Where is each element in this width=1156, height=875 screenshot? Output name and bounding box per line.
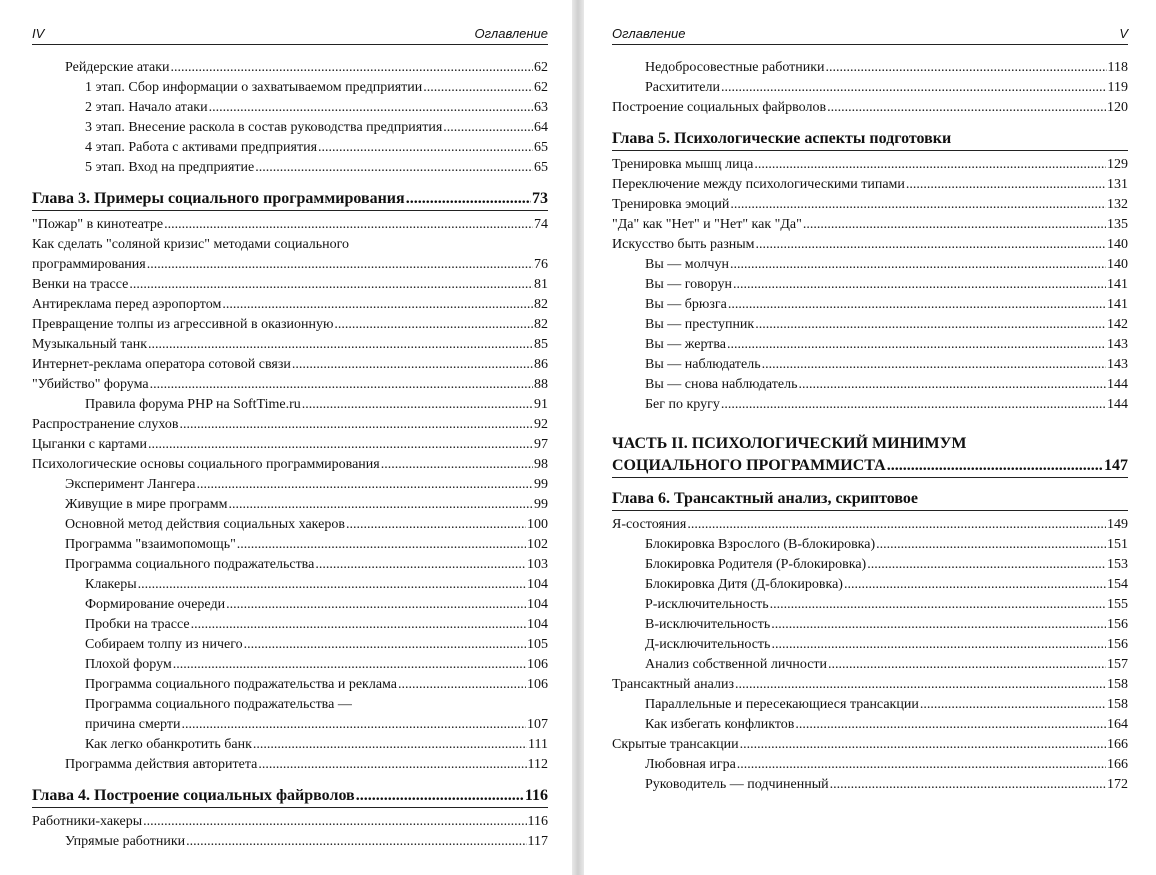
- part-heading: [612, 433, 1128, 478]
- page-ref: 141: [1107, 277, 1128, 292]
- toc-entry: [32, 315, 548, 335]
- entry-title: Любовная игра: [645, 757, 736, 772]
- page-ref: 107: [527, 717, 548, 732]
- toc-entry: [32, 735, 548, 755]
- dot-leader: [129, 275, 533, 295]
- dot-leader: [876, 535, 1106, 555]
- page-ref: 111: [528, 737, 548, 752]
- toc-entry: [32, 415, 548, 435]
- toc-entry: [612, 655, 1128, 675]
- toc-entry: [32, 495, 548, 515]
- dot-leader: [827, 98, 1106, 118]
- dot-leader: [143, 812, 526, 832]
- dot-leader: [756, 235, 1106, 255]
- entry-title: Работники-хакеры: [32, 814, 143, 829]
- dot-leader: [730, 195, 1106, 215]
- page-ref: 91: [534, 397, 548, 412]
- entry-title: "Пожар" в кинотеатре: [32, 217, 164, 232]
- toc-entry: [612, 155, 1128, 175]
- toc-entry: [32, 335, 548, 355]
- dot-leader: [721, 395, 1106, 415]
- page-ref: 106: [527, 657, 548, 672]
- entry-line: [32, 255, 548, 275]
- dot-leader: [334, 315, 533, 335]
- toc-entry: [32, 675, 548, 695]
- running-title: Оглавление: [474, 26, 548, 41]
- page-ref: 105: [527, 637, 548, 652]
- page-ref: 104: [527, 577, 548, 592]
- toc-entry: [612, 58, 1128, 78]
- toc-entry: [32, 295, 548, 315]
- page-ref: 64: [534, 120, 548, 135]
- toc-entry: [32, 695, 548, 735]
- entry-title: Бег по кругу: [645, 397, 720, 412]
- entry-title: Анализ собственной личности: [645, 657, 828, 672]
- toc-entry: [612, 555, 1128, 575]
- entry-title: "Да" как "Нет" и "Нет" как "Да": [612, 217, 802, 232]
- page-number: IV: [32, 26, 45, 41]
- chapter-heading: [612, 488, 1128, 511]
- toc-entry: [612, 335, 1128, 355]
- dot-leader: [173, 655, 526, 675]
- entry-title: Вы — говорун: [645, 277, 732, 292]
- page-ref: 155: [1107, 597, 1128, 612]
- toc-entry: [612, 78, 1128, 98]
- entry-title: Цыганки с картами: [32, 437, 147, 452]
- page-ref: 82: [534, 297, 548, 312]
- dot-leader: [887, 455, 1103, 477]
- dot-leader: [687, 515, 1106, 535]
- entry-title-continued: причина смерти: [85, 717, 181, 732]
- dot-leader: [740, 735, 1106, 755]
- page-ref: [1104, 150, 1128, 151]
- page-ref: 99: [534, 477, 548, 492]
- page-ref: 73: [532, 190, 548, 207]
- page-ref: 144: [1107, 377, 1128, 392]
- entry-title: Недобросовестные работники: [645, 60, 825, 75]
- table-of-contents: [612, 58, 1128, 795]
- dot-leader: [150, 375, 533, 395]
- entry-title-continued: СОЦИАЛЬНОГО ПРОГРАММИСТА: [612, 457, 886, 474]
- entry-title: Распространение слухов: [32, 417, 179, 432]
- dot-leader: [302, 395, 533, 415]
- toc-entry: [612, 775, 1128, 795]
- entry-title: Программа социального подражательства: [65, 557, 315, 572]
- toc-entry: [612, 575, 1128, 595]
- page-header: [612, 24, 1128, 45]
- page-ref: 98: [534, 457, 548, 472]
- dot-leader: [292, 355, 533, 375]
- toc-entry: [32, 615, 548, 635]
- dot-leader: [315, 555, 526, 575]
- page-ref: 86: [534, 357, 548, 372]
- chapter-heading: [612, 128, 1128, 151]
- entry-title: Программа действия авторитета: [65, 757, 258, 772]
- dot-leader: [255, 158, 533, 178]
- page-ref: 158: [1107, 677, 1128, 692]
- page-ref: 104: [527, 597, 548, 612]
- entry-title: Плохой форум: [85, 657, 172, 672]
- entry-title: 3 этап. Внесение раскола в состав руководства предприятия: [85, 120, 443, 135]
- page-ref: [1104, 510, 1128, 511]
- entry-title: Клакеры: [85, 577, 137, 592]
- toc-entry: [612, 635, 1128, 655]
- entry-title: Глава 4. Построение социальных файрволов: [32, 787, 355, 804]
- page-ref: 157: [1107, 657, 1128, 672]
- page-ref: 142: [1107, 317, 1128, 332]
- page-ref: 74: [534, 217, 548, 232]
- page-ref: 100: [527, 517, 548, 532]
- entry-title: "Убийство" форума: [32, 377, 149, 392]
- toc-entry: [32, 375, 548, 395]
- toc-entry: [32, 435, 548, 455]
- page-ref: 97: [534, 437, 548, 452]
- dot-leader: [147, 255, 533, 275]
- page-ref: 63: [534, 100, 548, 115]
- dot-leader: [318, 138, 533, 158]
- dot-leader: [735, 675, 1106, 695]
- dot-leader: [826, 58, 1107, 78]
- entry-title: Руководитель — подчиненный: [645, 777, 829, 792]
- toc-entry: [32, 832, 548, 852]
- dot-leader: [196, 475, 533, 495]
- toc-entry: [612, 255, 1128, 275]
- toc-entry: [612, 195, 1128, 215]
- page-ref: 99: [534, 497, 548, 512]
- toc-entry: [32, 138, 548, 158]
- dot-leader: [171, 58, 533, 78]
- entry-title: Упрямые работники: [65, 834, 186, 849]
- dot-leader: [803, 215, 1106, 235]
- dot-leader: [209, 98, 533, 118]
- entry-title: Глава 5. Психологические аспекты подготовки: [612, 130, 952, 147]
- dot-leader: [179, 415, 533, 435]
- toc-entry: [612, 375, 1128, 395]
- dot-leader: [753, 510, 1103, 511]
- toc-entry: [612, 295, 1128, 315]
- dot-leader: [771, 635, 1106, 655]
- page-ref: 156: [1107, 637, 1128, 652]
- dot-leader: [443, 118, 533, 138]
- entry-title: Блокировка Родителя (Р-блокировка): [645, 557, 867, 572]
- dot-leader: [346, 515, 526, 535]
- entry-title: Глава 6. Трансактный анализ, скриптовое: [612, 490, 918, 507]
- entry-title: Скрытые трансакции: [612, 737, 739, 752]
- entry-title: 2 этап. Начало атаки: [85, 100, 208, 115]
- toc-entry: [32, 812, 548, 832]
- dot-leader: [186, 832, 526, 852]
- toc-entry: [32, 275, 548, 295]
- toc-entry: [612, 315, 1128, 335]
- table-of-contents: [32, 58, 548, 852]
- page-ref: 132: [1107, 197, 1128, 212]
- dot-leader: [237, 535, 526, 555]
- entry-title: ЧАСТЬ II. ПСИХОЛОГИЧЕСКИЙ МИНИМУМ: [612, 435, 967, 452]
- toc-entry: [32, 78, 548, 98]
- entry-title: Психологические основы социального программирования: [32, 457, 380, 472]
- page-ref: 81: [534, 277, 548, 292]
- dot-leader: [398, 675, 526, 695]
- toc-entry: [612, 595, 1128, 615]
- page-ref: 154: [1107, 577, 1128, 592]
- entry-title: Переключение между психологическими типами: [612, 177, 905, 192]
- dot-leader: [920, 695, 1106, 715]
- dot-leader: [763, 150, 1103, 151]
- entry-title: Р-исключительность: [645, 597, 769, 612]
- left-page: [0, 0, 572, 875]
- dot-leader: [828, 655, 1106, 675]
- page-ref: 82: [534, 317, 548, 332]
- entry-title: Интернет-реклама оператора сотовой связи: [32, 357, 291, 372]
- book-spine: [572, 0, 584, 875]
- entry-title: Программа "взаимопомощь": [65, 537, 236, 552]
- running-title: Оглавление: [612, 26, 686, 41]
- dot-leader: [733, 275, 1106, 295]
- page-ref: 166: [1107, 737, 1128, 752]
- toc-entry: [32, 755, 548, 775]
- toc-entry: [612, 175, 1128, 195]
- toc-entry: [32, 118, 548, 138]
- entry-title: Блокировка Взрослого (В-блокировка): [645, 537, 876, 552]
- page-ref: 65: [534, 140, 548, 155]
- dot-leader: [727, 335, 1106, 355]
- dot-leader: [754, 155, 1106, 175]
- entry-title: Параллельные и пересекающиеся трансакции: [645, 697, 919, 712]
- entry-title: Формирование очереди: [85, 597, 226, 612]
- page-ref: 158: [1107, 697, 1128, 712]
- entry-title: Вы — жертва: [645, 337, 727, 352]
- entry-title: Вы — преступник: [645, 317, 755, 332]
- entry-title: Основной метод действия социальных хакеров: [65, 517, 345, 532]
- right-page: [584, 0, 1156, 875]
- toc-entry: [612, 615, 1128, 635]
- page-ref: 143: [1107, 337, 1128, 352]
- toc-entry: [612, 515, 1128, 535]
- entry-title: Я-состояния: [612, 517, 687, 532]
- entry-title: Рейдерские атаки: [65, 60, 170, 75]
- page-ref: 88: [534, 377, 548, 392]
- entry-title: Правила форума PHP на SoftTime.ru: [85, 397, 301, 412]
- entry-title: Как сделать "соляной кризис" методами социального: [32, 237, 350, 252]
- dot-leader: [356, 785, 524, 807]
- entry-title-continued: [612, 510, 752, 511]
- entry-title: Программа социального подражательства —: [85, 697, 352, 712]
- toc-entry: [32, 535, 548, 555]
- toc-entry: [32, 395, 548, 415]
- toc-entry: [32, 355, 548, 375]
- page-ref: 135: [1107, 217, 1128, 232]
- entry-title-continued: программирования: [32, 257, 146, 272]
- dot-leader: [181, 715, 526, 735]
- page-ref: 104: [527, 617, 548, 632]
- page-ref: 62: [534, 60, 548, 75]
- entry-title: Расхитители: [645, 80, 720, 95]
- entry-title: Как легко обанкротить банк: [85, 737, 252, 752]
- page-ref: 140: [1107, 257, 1128, 272]
- entry-title: Вы — снова наблюдатель: [645, 377, 798, 392]
- dot-leader: [762, 355, 1106, 375]
- dot-leader: [830, 775, 1106, 795]
- page-ref: 131: [1107, 177, 1128, 192]
- page-ref: 153: [1107, 557, 1128, 572]
- dot-leader: [406, 188, 531, 210]
- toc-entry: [612, 275, 1128, 295]
- dot-leader: [148, 335, 533, 355]
- dot-leader: [844, 575, 1106, 595]
- toc-entry: [32, 515, 548, 535]
- dot-leader: [798, 375, 1106, 395]
- toc-entry: [612, 215, 1128, 235]
- entry-title: Как избегать конфликтов: [645, 717, 795, 732]
- page-ref: 149: [1107, 517, 1128, 532]
- toc-entry: [32, 455, 548, 475]
- page-ref: 140: [1107, 237, 1128, 252]
- entry-title: Превращение толпы из агрессивной в оказионную: [32, 317, 334, 332]
- dot-leader: [253, 735, 527, 755]
- chapter-heading: [32, 785, 548, 808]
- toc-entry: [612, 235, 1128, 255]
- dot-leader: [244, 635, 526, 655]
- toc-entry: [32, 475, 548, 495]
- entry-title: Вы — брюзга: [645, 297, 727, 312]
- toc-entry: [32, 655, 548, 675]
- toc-entry: [32, 98, 548, 118]
- entry-title: 4 этап. Работа с активами предприятия: [85, 140, 318, 155]
- entry-line: [612, 510, 1128, 511]
- page-ref: 141: [1107, 297, 1128, 312]
- dot-leader: [795, 715, 1106, 735]
- page-ref: 85: [534, 337, 548, 352]
- dot-leader: [138, 575, 526, 595]
- entry-title: Живущие в мире программ: [65, 497, 228, 512]
- dot-leader: [906, 175, 1106, 195]
- entry-line: [85, 715, 548, 735]
- entry-title: Глава 3. Примеры социального программирования: [32, 190, 405, 207]
- entry-title-continued: [612, 150, 762, 151]
- dot-leader: [258, 755, 526, 775]
- page-ref: 166: [1107, 757, 1128, 772]
- entry-title: Пробки на трассе: [85, 617, 190, 632]
- page-ref: 106: [527, 677, 548, 692]
- page-ref: 129: [1107, 157, 1128, 172]
- toc-entry: [32, 158, 548, 178]
- toc-entry: [32, 635, 548, 655]
- page-ref: 92: [534, 417, 548, 432]
- toc-entry: [612, 755, 1128, 775]
- entry-title: Д-исключительность: [645, 637, 771, 652]
- entry-title: Искусство быть разным: [612, 237, 755, 252]
- entry-title: 5 этап. Вход на предприятие: [85, 160, 255, 175]
- entry-title: Антиреклама перед аэропортом: [32, 297, 222, 312]
- dot-leader: [737, 755, 1106, 775]
- toc-entry: [32, 575, 548, 595]
- toc-entry: [612, 395, 1128, 415]
- entry-title: Тренировка мышц лица: [612, 157, 754, 172]
- dot-leader: [226, 595, 526, 615]
- entry-title: Вы — наблюдатель: [645, 357, 761, 372]
- dot-leader: [771, 615, 1106, 635]
- dot-leader: [730, 255, 1106, 275]
- page-ref: 117: [527, 834, 548, 849]
- toc-entry: [612, 98, 1128, 118]
- dot-leader: [721, 78, 1107, 98]
- page-ref: 65: [534, 160, 548, 175]
- page-ref: 102: [527, 537, 548, 552]
- entry-title: Эксперимент Лангера: [65, 477, 196, 492]
- toc-entry: [32, 58, 548, 78]
- page-ref: 118: [1107, 60, 1128, 75]
- page-ref: 147: [1104, 457, 1128, 474]
- entry-title: Вы — молчун: [645, 257, 729, 272]
- dot-leader: [423, 78, 533, 98]
- page-ref: 62: [534, 80, 548, 95]
- dot-leader: [222, 295, 533, 315]
- page-ref: 151: [1107, 537, 1128, 552]
- entry-title: Трансактный анализ: [612, 677, 735, 692]
- dot-leader: [148, 435, 533, 455]
- dot-leader: [755, 315, 1106, 335]
- toc-entry: [612, 675, 1128, 695]
- toc-entry: [612, 735, 1128, 755]
- dot-leader: [867, 555, 1106, 575]
- chapter-heading: [32, 188, 548, 211]
- page-ref: 116: [527, 814, 548, 829]
- page-ref: 164: [1107, 717, 1128, 732]
- entry-title: Тренировка эмоций: [612, 197, 730, 212]
- entry-title: Построение социальных файрволов: [612, 100, 827, 115]
- toc-entry: [32, 555, 548, 575]
- entry-title: Собираем толпу из ничего: [85, 637, 243, 652]
- entry-line: [612, 455, 1128, 477]
- dot-leader: [229, 495, 534, 515]
- page-ref: 76: [534, 257, 548, 272]
- page-ref: 156: [1107, 617, 1128, 632]
- page-ref: 119: [1107, 80, 1128, 95]
- dot-leader: [191, 615, 526, 635]
- page-ref: 144: [1107, 397, 1128, 412]
- entry-title: Музыкальный танк: [32, 337, 148, 352]
- page-header: [32, 24, 548, 45]
- dot-leader: [164, 215, 533, 235]
- page-ref: 143: [1107, 357, 1128, 372]
- page-ref: 172: [1107, 777, 1128, 792]
- toc-entry: [32, 215, 548, 235]
- entry-line: [612, 150, 1128, 151]
- dot-leader: [770, 595, 1106, 615]
- toc-entry: [612, 695, 1128, 715]
- toc-entry: [612, 355, 1128, 375]
- toc-entry: [612, 535, 1128, 555]
- entry-title: Программа социального подражательства и реклама: [85, 677, 398, 692]
- page-number: V: [1119, 26, 1128, 41]
- page-ref: 103: [527, 557, 548, 572]
- page-ref: 120: [1107, 100, 1128, 115]
- page-ref: 112: [527, 757, 548, 772]
- toc-entry: [612, 715, 1128, 735]
- toc-entry: [32, 595, 548, 615]
- dot-leader: [381, 455, 533, 475]
- page-ref: 116: [524, 787, 548, 804]
- toc-entry: [32, 235, 548, 275]
- entry-title: Блокировка Дитя (Д-блокировка): [645, 577, 843, 592]
- dot-leader: [728, 295, 1106, 315]
- entry-title: Венки на трассе: [32, 277, 129, 292]
- entry-title: В-исключительность: [645, 617, 771, 632]
- entry-title: 1 этап. Сбор информации о захватываемом предприятии: [85, 80, 423, 95]
